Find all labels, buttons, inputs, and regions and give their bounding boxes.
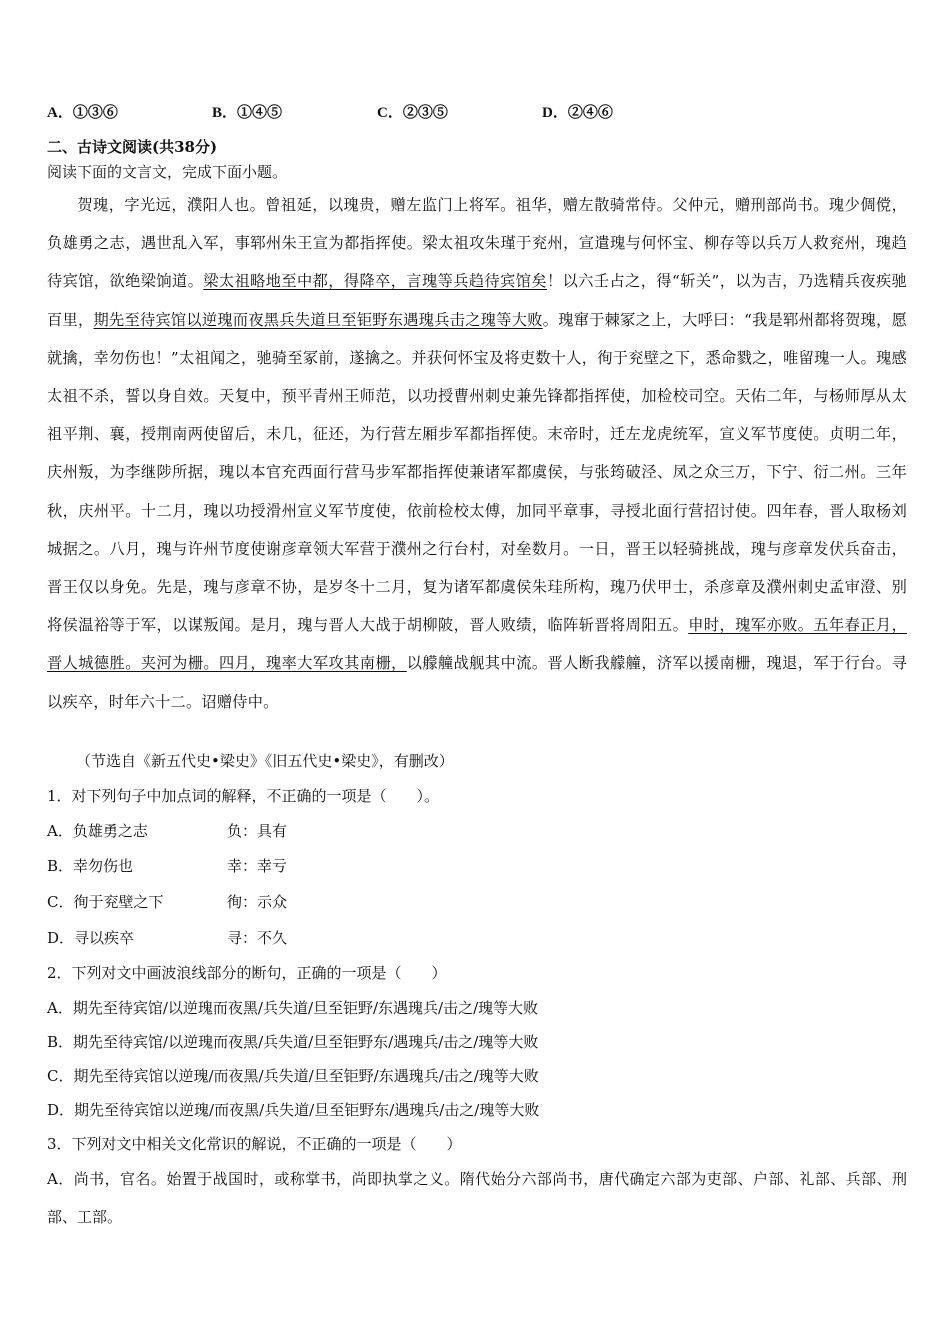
q2-option-b[interactable]: B．期先至待宾馆/以逆瑰而夜黑/兵失道/旦至钜野东/遇瑰兵/击之/瑰等大败 — [47, 1033, 539, 1051]
q3-stem: 3．下列对文中相关文化常识的解说，不正确的一项是（ ） — [47, 1135, 462, 1153]
q1-stem: 1．对下列句子中加点词的解释，不正确的一项是（ ）。 — [47, 787, 440, 805]
option-a[interactable]: A．①③⑥ — [47, 105, 118, 121]
section-title: 二、古诗文阅读(共38分) — [47, 138, 218, 156]
wavy-line-sentence: 期先至待宾馆以逆瑰而夜黑兵失道旦至钜野东遇瑰兵击之瑰等大败 — [93, 310, 543, 329]
q1-option-b[interactable]: B．幸勿伤也 幸：幸亏 — [47, 857, 288, 875]
q1-option-a[interactable]: A．负雄勇之志 负：具有 — [47, 822, 288, 840]
classical-passage — [47, 186, 907, 721]
option-d[interactable]: D．②④⑥ — [542, 105, 613, 121]
option-b[interactable]: B．①④⑤ — [212, 105, 283, 121]
passage-text-2: ！以六壬占之，得“斩关”，以为吉，乃选精兵夜疾驰百里， — [47, 272, 908, 329]
option-c[interactable]: C．②③⑤ — [377, 105, 448, 121]
q2-option-d[interactable]: D．期先至待宾馆以逆瑰/而夜黑/兵失道/旦至钜野东/遇瑰兵/击之/瑰等大败 — [47, 1101, 540, 1119]
q1-option-d[interactable]: D．寻以疾卒 寻：不久 — [47, 929, 288, 947]
q1-option-c[interactable]: C．徇于兖壁之下 徇：示众 — [47, 893, 288, 911]
underlined-sentence-2: 申时，瑰军亦败。五年春正月，晋人城德胜。夹河为栅。四月，瑰率大军攻其南栅， — [47, 616, 908, 673]
underlined-sentence-1: 梁太祖略地至中都，得降卒，言瑰等兵趋待宾馆矣 — [203, 272, 548, 291]
q3-option-a[interactable]: A．尚书，官名。始置于战国时，或称掌书，尚即执掌之义。隋代始分六部尚书，唐代确定六部为吏部、户部、礼部、兵部、刑部、工部。 — [47, 1170, 907, 1226]
q2-stem: 2．下列对文中画波浪线部分的断句，正确的一项是（ ） — [47, 964, 447, 982]
passage-text-3: 。瑰窜于棘冢之上，大呼曰：“我是郓州都将贺瑰，愿就擒，幸勿伤也！”太祖闻之，驰骑至冢前，遂擒之。并获何怀宝及将吏数十人，徇于兖壁之下，悉命戮之，唯留瑰一人。瑰感太祖不杀，誓以身自效。天复中，预平青州王师范，以功授曹州刺史兼先锋都指挥使，加检校司空。天佑二年，与杨师厚从太祖平荆、襄，授荆南两使留后，未几，征还，为行营左厢步军都指挥使。末帝时，迁左龙虎统军，宣义军节度使。贞明二年，庆州叛，为李继陟所据，瑰以本官充西面行营马步军都指挥使兼诸军都虞侯，与张筠破泾、凤之众三万，下宁、衍二州。三年秋，庆州平。十二月，瑰以功授滑州宣义军节度使，依前检校太傅，加同平章事，寻授北面行营招讨使。四年春，晋人取杨刘城据之。八月，瑰与许州节度使谢彦章领大军营于濮州之行台村，对垒数月。一日，晋王以轻骑挑战，瑰与彦章发伏兵奋击，晋王仅以身免。先是，瑰与彦章不协，是岁冬十二月，复为诸军都虞侯朱珪所构，瑰乃伏甲士，杀彦章及濮州刺史孟审澄、别将侯温裕等于军，以谋叛闻。是月，瑰与晋人大战于胡柳陂，晋人败绩，临阵斩晋将周阳五。 — [47, 310, 908, 635]
passage-source: （节选自《新五代史•梁史》《旧五代史•梁史》，有删改） — [76, 752, 454, 770]
section-intro: 阅读下面的文言文，完成下面小题。 — [47, 163, 288, 181]
q2-option-c[interactable]: C．期先至待宾馆以逆瑰/而夜黑/兵失道/旦至钜野/东遇瑰兵/击之/瑰等大败 — [47, 1067, 539, 1085]
q2-option-a[interactable]: A．期先至待宾馆/以逆瑰而夜黑/兵失道/旦至钜野/东遇瑰兵/击之/瑰等大败 — [47, 999, 539, 1017]
top-options-row — [47, 101, 707, 122]
passage-text-4: 以艨艟战舰其中流。晋人断我艨艟，济军以援南栅，瑰退，军于行台。寻以疾卒，时年六十二。诏赠侍中。 — [47, 654, 908, 711]
passage-text-1: 贺瑰，字光远，濮阳人也。曾祖延，以瑰贵，赠左监门上将军。祖华，赠左散骑常侍。父仲元，赠刑部尚书。瑰少倜傥，负雄勇之志，遇世乱入军，事郓州朱王宣为都指挥使。梁太祖攻朱瑾于兖州，宣遣瑰与何怀宝、柳存等以兵万人救兖州，瑰趋待宾馆，欲绝梁饷道。 — [47, 196, 907, 291]
